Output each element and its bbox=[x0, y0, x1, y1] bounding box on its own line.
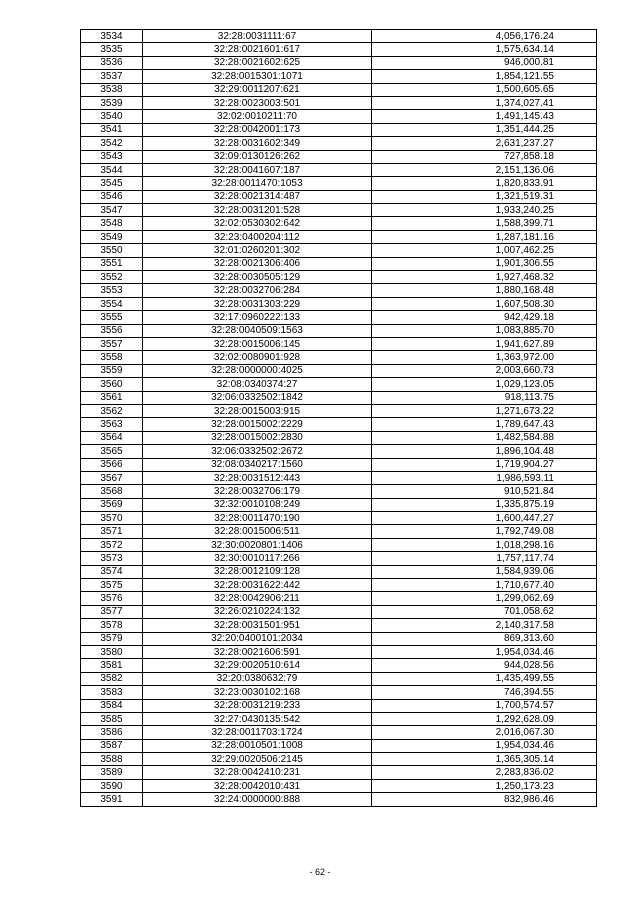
row-number-cell: 3583 bbox=[81, 686, 143, 699]
cadastral-number-cell: 32:32:0010108:249 bbox=[143, 498, 372, 511]
table-row bbox=[81, 30, 597, 43]
amount-cell: 1,351,444.25 bbox=[372, 123, 597, 136]
cadastral-number-cell: 32:28:0031303:229 bbox=[143, 297, 372, 310]
cadastral-number-cell: 32:02:0010211:70 bbox=[143, 110, 372, 123]
table-row bbox=[81, 163, 597, 176]
row-number-cell: 3582 bbox=[81, 672, 143, 685]
cadastral-number-cell: 32:28:0032706:179 bbox=[143, 485, 372, 498]
amount-cell: 1,321,519.31 bbox=[372, 190, 597, 203]
row-number-cell: 3588 bbox=[81, 753, 143, 766]
amount-cell: 942,429.18 bbox=[372, 311, 597, 324]
table-row bbox=[81, 579, 597, 592]
table-row bbox=[81, 391, 597, 404]
amount-cell: 1,435,499.55 bbox=[372, 672, 597, 685]
amount-cell: 1,896,104.48 bbox=[372, 445, 597, 458]
row-number-cell: 3549 bbox=[81, 230, 143, 243]
cadastral-number-cell: 32:28:0023003:501 bbox=[143, 96, 372, 109]
table-row bbox=[81, 699, 597, 712]
amount-cell: 1,901,306.55 bbox=[372, 257, 597, 270]
amount-cell: 1,927,468.32 bbox=[372, 271, 597, 284]
amount-cell: 2,140,317.58 bbox=[372, 619, 597, 632]
data-table bbox=[80, 29, 597, 807]
table-row bbox=[81, 311, 597, 324]
cadastral-number-cell: 32:23:0030102:168 bbox=[143, 686, 372, 699]
amount-cell: 746,394.55 bbox=[372, 686, 597, 699]
table-row bbox=[81, 552, 597, 565]
row-number-cell: 3543 bbox=[81, 150, 143, 163]
cadastral-number-cell: 32:28:0042906:211 bbox=[143, 592, 372, 605]
table-row bbox=[81, 96, 597, 109]
amount-cell: 832,986.46 bbox=[372, 793, 597, 806]
row-number-cell: 3587 bbox=[81, 739, 143, 752]
cadastral-number-cell: 32:28:0010501:1008 bbox=[143, 739, 372, 752]
amount-cell: 1,271,673.22 bbox=[372, 404, 597, 417]
cadastral-number-cell: 32:27:0430135:542 bbox=[143, 712, 372, 725]
row-number-cell: 3571 bbox=[81, 525, 143, 538]
amount-cell: 1,757,117.74 bbox=[372, 552, 597, 565]
amount-cell: 1,374,027.41 bbox=[372, 96, 597, 109]
cadastral-number-cell: 32:28:0021306:406 bbox=[143, 257, 372, 270]
cadastral-number-cell: 32:28:0015002:2229 bbox=[143, 418, 372, 431]
cadastral-number-cell: 32:28:0011470:190 bbox=[143, 512, 372, 525]
cadastral-number-cell: 32:28:0015006:511 bbox=[143, 525, 372, 538]
cadastral-number-cell: 32:08:0340217:1560 bbox=[143, 458, 372, 471]
amount-cell: 2,003,660.73 bbox=[372, 364, 597, 377]
table-row bbox=[81, 672, 597, 685]
table-row bbox=[81, 56, 597, 69]
row-number-cell: 3547 bbox=[81, 204, 143, 217]
amount-cell: 1,588,399.71 bbox=[372, 217, 597, 230]
row-number-cell: 3556 bbox=[81, 324, 143, 337]
table-row bbox=[81, 471, 597, 484]
cadastral-number-cell: 32:29:0020506:2145 bbox=[143, 753, 372, 766]
table-row bbox=[81, 204, 597, 217]
cadastral-number-cell: 32:08:0340374:27 bbox=[143, 378, 372, 391]
row-number-cell: 3568 bbox=[81, 485, 143, 498]
row-number-cell: 3536 bbox=[81, 56, 143, 69]
row-number-cell: 3589 bbox=[81, 766, 143, 779]
row-number-cell: 3561 bbox=[81, 391, 143, 404]
table-row bbox=[81, 753, 597, 766]
table-row bbox=[81, 592, 597, 605]
table-row bbox=[81, 110, 597, 123]
amount-cell: 910,521.84 bbox=[372, 485, 597, 498]
amount-cell: 1,933,240.25 bbox=[372, 204, 597, 217]
table-row bbox=[81, 793, 597, 806]
table-row bbox=[81, 645, 597, 658]
cadastral-number-cell: 32:28:0031501:951 bbox=[143, 619, 372, 632]
amount-cell: 1,792,749.08 bbox=[372, 525, 597, 538]
row-number-cell: 3560 bbox=[81, 378, 143, 391]
row-number-cell: 3551 bbox=[81, 257, 143, 270]
row-number-cell: 3572 bbox=[81, 538, 143, 551]
amount-cell: 1,600,447.27 bbox=[372, 512, 597, 525]
row-number-cell: 3584 bbox=[81, 699, 143, 712]
amount-cell: 1,083,885.70 bbox=[372, 324, 597, 337]
amount-cell: 1,954,034.46 bbox=[372, 739, 597, 752]
table-row bbox=[81, 190, 597, 203]
table-row bbox=[81, 297, 597, 310]
row-number-cell: 3535 bbox=[81, 43, 143, 56]
row-number-cell: 3576 bbox=[81, 592, 143, 605]
amount-cell: 2,631,237.27 bbox=[372, 137, 597, 150]
amount-cell: 1,986,593.11 bbox=[372, 471, 597, 484]
row-number-cell: 3555 bbox=[81, 311, 143, 324]
table-row bbox=[81, 686, 597, 699]
row-number-cell: 3553 bbox=[81, 284, 143, 297]
table-row bbox=[81, 525, 597, 538]
amount-cell: 1,018,298.16 bbox=[372, 538, 597, 551]
row-number-cell: 3545 bbox=[81, 177, 143, 190]
table-body bbox=[81, 30, 597, 807]
row-number-cell: 3581 bbox=[81, 659, 143, 672]
cadastral-number-cell: 32:30:0010117:266 bbox=[143, 552, 372, 565]
amount-cell: 1,287,181.16 bbox=[372, 230, 597, 243]
row-number-cell: 3590 bbox=[81, 779, 143, 792]
cadastral-number-cell: 32:28:0021606:591 bbox=[143, 645, 372, 658]
amount-cell: 1,700,574.57 bbox=[372, 699, 597, 712]
row-number-cell: 3574 bbox=[81, 565, 143, 578]
cadastral-number-cell: 32:06:0332502:2672 bbox=[143, 445, 372, 458]
table-row bbox=[81, 404, 597, 417]
table-row bbox=[81, 244, 597, 257]
amount-cell: 4,056,176.24 bbox=[372, 30, 597, 43]
row-number-cell: 3559 bbox=[81, 364, 143, 377]
cadastral-number-cell: 32:23:0400204:112 bbox=[143, 230, 372, 243]
cadastral-number-cell: 32:28:0031201:528 bbox=[143, 204, 372, 217]
row-number-cell: 3539 bbox=[81, 96, 143, 109]
row-number-cell: 3575 bbox=[81, 579, 143, 592]
amount-cell: 944,028.56 bbox=[372, 659, 597, 672]
cadastral-number-cell: 32:28:0042410:231 bbox=[143, 766, 372, 779]
table-row bbox=[81, 364, 597, 377]
table-row bbox=[81, 458, 597, 471]
row-number-cell: 3580 bbox=[81, 645, 143, 658]
table-row bbox=[81, 605, 597, 618]
amount-cell: 1,719,904.27 bbox=[372, 458, 597, 471]
row-number-cell: 3585 bbox=[81, 712, 143, 725]
table-row bbox=[81, 284, 597, 297]
cadastral-number-cell: 32:28:0042001:173 bbox=[143, 123, 372, 136]
row-number-cell: 3573 bbox=[81, 552, 143, 565]
table-row bbox=[81, 565, 597, 578]
amount-cell: 2,151,136.06 bbox=[372, 163, 597, 176]
cadastral-number-cell: 32:20:0380632:79 bbox=[143, 672, 372, 685]
amount-cell: 1,575,634.14 bbox=[372, 43, 597, 56]
amount-cell: 1,880,168.48 bbox=[372, 284, 597, 297]
table-row bbox=[81, 83, 597, 96]
table-row bbox=[81, 378, 597, 391]
table-row bbox=[81, 619, 597, 632]
row-number-cell: 3557 bbox=[81, 337, 143, 350]
row-number-cell: 3579 bbox=[81, 632, 143, 645]
amount-cell: 1,250,173.23 bbox=[372, 779, 597, 792]
table-row bbox=[81, 230, 597, 243]
cadastral-number-cell: 32:28:0021601:617 bbox=[143, 43, 372, 56]
cadastral-number-cell: 32:28:0015002:2830 bbox=[143, 431, 372, 444]
cadastral-number-cell: 32:29:0020510:614 bbox=[143, 659, 372, 672]
cadastral-number-cell: 32:28:0031111:67 bbox=[143, 30, 372, 43]
amount-cell: 1,954,034.46 bbox=[372, 645, 597, 658]
amount-cell: 918,113.75 bbox=[372, 391, 597, 404]
table-row bbox=[81, 445, 597, 458]
row-number-cell: 3564 bbox=[81, 431, 143, 444]
table-row bbox=[81, 217, 597, 230]
amount-cell: 1,820,833.91 bbox=[372, 177, 597, 190]
table-row bbox=[81, 418, 597, 431]
amount-cell: 2,016,067.30 bbox=[372, 726, 597, 739]
row-number-cell: 3552 bbox=[81, 271, 143, 284]
row-number-cell: 3577 bbox=[81, 605, 143, 618]
amount-cell: 727,858.18 bbox=[372, 150, 597, 163]
amount-cell: 869,313.60 bbox=[372, 632, 597, 645]
amount-cell: 946,000.81 bbox=[372, 56, 597, 69]
amount-cell: 2,283,836.02 bbox=[372, 766, 597, 779]
table-row bbox=[81, 271, 597, 284]
row-number-cell: 3542 bbox=[81, 137, 143, 150]
cadastral-number-cell: 32:28:0030505:129 bbox=[143, 271, 372, 284]
table-row bbox=[81, 538, 597, 551]
page-number: - 62 - bbox=[309, 867, 331, 877]
row-number-cell: 3544 bbox=[81, 163, 143, 176]
row-number-cell: 3546 bbox=[81, 190, 143, 203]
amount-cell: 1,710,677.40 bbox=[372, 579, 597, 592]
table-row bbox=[81, 351, 597, 364]
table-row bbox=[81, 779, 597, 792]
amount-cell: 1,482,584.88 bbox=[372, 431, 597, 444]
amount-cell: 1,789,647.43 bbox=[372, 418, 597, 431]
row-number-cell: 3591 bbox=[81, 793, 143, 806]
table-row bbox=[81, 177, 597, 190]
cadastral-number-cell: 32:02:0080901:928 bbox=[143, 351, 372, 364]
row-number-cell: 3570 bbox=[81, 512, 143, 525]
amount-cell: 1,491,145.43 bbox=[372, 110, 597, 123]
cadastral-number-cell: 32:28:0031512:443 bbox=[143, 471, 372, 484]
table-row bbox=[81, 485, 597, 498]
cadastral-number-cell: 32:20:0400101:2034 bbox=[143, 632, 372, 645]
amount-cell: 1,363,972.00 bbox=[372, 351, 597, 364]
cadastral-number-cell: 32:28:0031219:233 bbox=[143, 699, 372, 712]
table-row bbox=[81, 150, 597, 163]
table-row bbox=[81, 431, 597, 444]
cadastral-number-cell: 32:28:0032706:284 bbox=[143, 284, 372, 297]
cadastral-number-cell: 32:01:0260201:302 bbox=[143, 244, 372, 257]
row-number-cell: 3541 bbox=[81, 123, 143, 136]
cadastral-number-cell: 32:09:0130126:262 bbox=[143, 150, 372, 163]
row-number-cell: 3562 bbox=[81, 404, 143, 417]
row-number-cell: 3548 bbox=[81, 217, 143, 230]
table-row bbox=[81, 712, 597, 725]
cadastral-number-cell: 32:26:0210224:132 bbox=[143, 605, 372, 618]
cadastral-number-cell: 32:28:0042010:431 bbox=[143, 779, 372, 792]
cadastral-number-cell: 32:28:0015003:915 bbox=[143, 404, 372, 417]
table-row bbox=[81, 659, 597, 672]
table-row bbox=[81, 257, 597, 270]
row-number-cell: 3569 bbox=[81, 498, 143, 511]
cadastral-number-cell: 32:17:0960222:133 bbox=[143, 311, 372, 324]
table-row bbox=[81, 70, 597, 83]
table-row bbox=[81, 726, 597, 739]
amount-cell: 701,058.62 bbox=[372, 605, 597, 618]
table-row bbox=[81, 512, 597, 525]
row-number-cell: 3586 bbox=[81, 726, 143, 739]
cadastral-number-cell: 32:28:0041607:187 bbox=[143, 163, 372, 176]
table-row bbox=[81, 123, 597, 136]
table-row bbox=[81, 337, 597, 350]
row-number-cell: 3566 bbox=[81, 458, 143, 471]
row-number-cell: 3540 bbox=[81, 110, 143, 123]
row-number-cell: 3565 bbox=[81, 445, 143, 458]
row-number-cell: 3537 bbox=[81, 70, 143, 83]
row-number-cell: 3558 bbox=[81, 351, 143, 364]
amount-cell: 1,007,462.25 bbox=[372, 244, 597, 257]
row-number-cell: 3554 bbox=[81, 297, 143, 310]
amount-cell: 1,500,605.65 bbox=[372, 83, 597, 96]
cadastral-number-cell: 32:28:0011703:1724 bbox=[143, 726, 372, 739]
amount-cell: 1,584,939.06 bbox=[372, 565, 597, 578]
cadastral-number-cell: 32:29:0011207:621 bbox=[143, 83, 372, 96]
amount-cell: 1,029,123.05 bbox=[372, 378, 597, 391]
cadastral-number-cell: 32:28:0021602:625 bbox=[143, 56, 372, 69]
cadastral-number-cell: 32:24:0000000:888 bbox=[143, 793, 372, 806]
table-row bbox=[81, 43, 597, 56]
cadastral-number-cell: 32:06:0332502:1842 bbox=[143, 391, 372, 404]
cadastral-number-cell: 32:28:0031622:442 bbox=[143, 579, 372, 592]
amount-cell: 1,854,121.55 bbox=[372, 70, 597, 83]
cadastral-number-cell: 32:28:0015006:145 bbox=[143, 337, 372, 350]
amount-cell: 1,335,875.19 bbox=[372, 498, 597, 511]
row-number-cell: 3550 bbox=[81, 244, 143, 257]
table-row bbox=[81, 498, 597, 511]
row-number-cell: 3538 bbox=[81, 83, 143, 96]
table-row bbox=[81, 137, 597, 150]
cadastral-number-cell: 32:28:0012109:128 bbox=[143, 565, 372, 578]
table-row bbox=[81, 632, 597, 645]
cadastral-number-cell: 32:28:0040509:1563 bbox=[143, 324, 372, 337]
cadastral-number-cell: 32:02:0530302:642 bbox=[143, 217, 372, 230]
row-number-cell: 3567 bbox=[81, 471, 143, 484]
amount-cell: 1,607,508.30 bbox=[372, 297, 597, 310]
cadastral-number-cell: 32:28:0031602:349 bbox=[143, 137, 372, 150]
cadastral-number-cell: 32:30:0020801:1406 bbox=[143, 538, 372, 551]
cadastral-number-cell: 32:28:0021314:487 bbox=[143, 190, 372, 203]
cadastral-number-cell: 32:28:0011470:1053 bbox=[143, 177, 372, 190]
row-number-cell: 3534 bbox=[81, 30, 143, 43]
amount-cell: 1,941,627.89 bbox=[372, 337, 597, 350]
table-row bbox=[81, 766, 597, 779]
row-number-cell: 3578 bbox=[81, 619, 143, 632]
cadastral-number-cell: 32:28:0015301:1071 bbox=[143, 70, 372, 83]
table-row bbox=[81, 324, 597, 337]
amount-cell: 1,299,062.69 bbox=[372, 592, 597, 605]
table-row bbox=[81, 739, 597, 752]
amount-cell: 1,365,305.14 bbox=[372, 753, 597, 766]
row-number-cell: 3563 bbox=[81, 418, 143, 431]
cadastral-number-cell: 32:28:0000000:4025 bbox=[143, 364, 372, 377]
amount-cell: 1,292,628.09 bbox=[372, 712, 597, 725]
